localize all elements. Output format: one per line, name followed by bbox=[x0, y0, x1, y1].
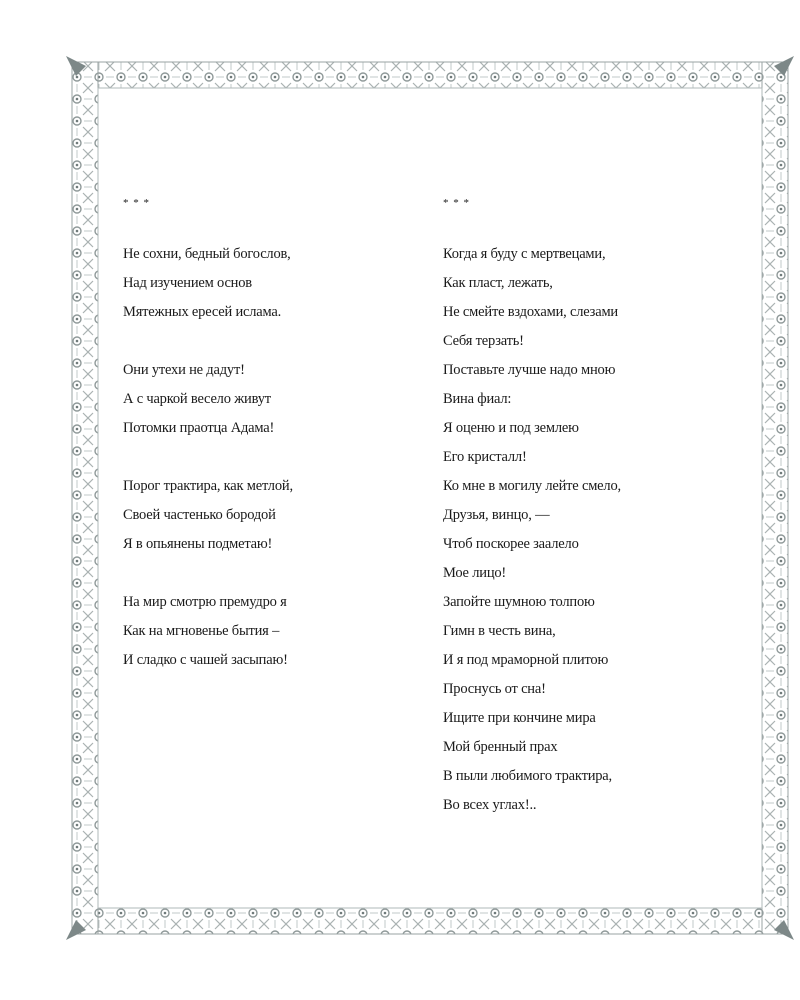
poem-line: Себя терзать! bbox=[443, 333, 524, 349]
separator-stars: * * * bbox=[123, 197, 150, 209]
poem-line: Запойте шумною толпою bbox=[443, 594, 595, 610]
poem-line: Ко мне в могилу лейте смело, bbox=[443, 478, 621, 494]
poem-left bbox=[123, 196, 393, 704]
poem-line: Как пласт, лежать, bbox=[443, 275, 553, 291]
poem-line: Вина фиал: bbox=[443, 391, 512, 407]
poem-line: Не смейте вздохами, слезами bbox=[443, 304, 618, 320]
poem-line: Друзья, винцо, — bbox=[443, 507, 550, 523]
poem-line: Они утехи не дадут! bbox=[123, 362, 245, 378]
poem-line: В пыли любимого трактира, bbox=[443, 768, 612, 784]
poem-line: Мой бренный прах bbox=[443, 739, 558, 755]
poem-line: Ищите при кончине мира bbox=[443, 710, 596, 726]
poem-line: А с чаркой весело живут bbox=[123, 391, 271, 407]
poem-line: Я оценю и под землею bbox=[443, 420, 579, 436]
stanza bbox=[443, 240, 743, 820]
poem-right bbox=[443, 196, 743, 849]
separator-stars: * * * bbox=[443, 197, 470, 209]
poem-line: Порог трактира, как метлой, bbox=[123, 478, 293, 494]
poem-line: Своей частенько бородой bbox=[123, 507, 276, 523]
poem-line: Его кристалл! bbox=[443, 449, 527, 465]
poem-line: Проснусь от сна! bbox=[443, 681, 546, 697]
poem-line: И я под мраморной плитою bbox=[443, 652, 609, 668]
poem-line: И сладко с чашей засыпаю! bbox=[123, 652, 288, 668]
poem-line: Потомки праотца Адама! bbox=[123, 420, 275, 436]
poem-line: Мое лицо! bbox=[443, 565, 507, 581]
poem-line: На мир смотрю премудро я bbox=[123, 594, 287, 610]
poem-line: Не сохни, бедный богослов, bbox=[123, 246, 291, 262]
poem-line: Когда я буду с мертвецами, bbox=[443, 246, 606, 262]
poem-line: Как на мгновенье бытия – bbox=[123, 623, 280, 639]
stanza bbox=[123, 356, 393, 443]
poem-line: Я в опьянены подметаю! bbox=[123, 536, 273, 552]
poem-line: Мятежных ересей ислама. bbox=[123, 304, 282, 320]
stanza bbox=[123, 240, 393, 327]
stanza bbox=[123, 588, 393, 675]
poem-line: Поставьте лучше надо мною bbox=[443, 362, 616, 378]
stanza bbox=[123, 472, 393, 559]
poem-line: Гимн в честь вина, bbox=[443, 623, 556, 639]
poem-line: Над изучением основ bbox=[123, 275, 252, 291]
poem-line: Чтоб поскорее заалело bbox=[443, 536, 579, 552]
poem-line: Во всех углах!.. bbox=[443, 797, 537, 813]
